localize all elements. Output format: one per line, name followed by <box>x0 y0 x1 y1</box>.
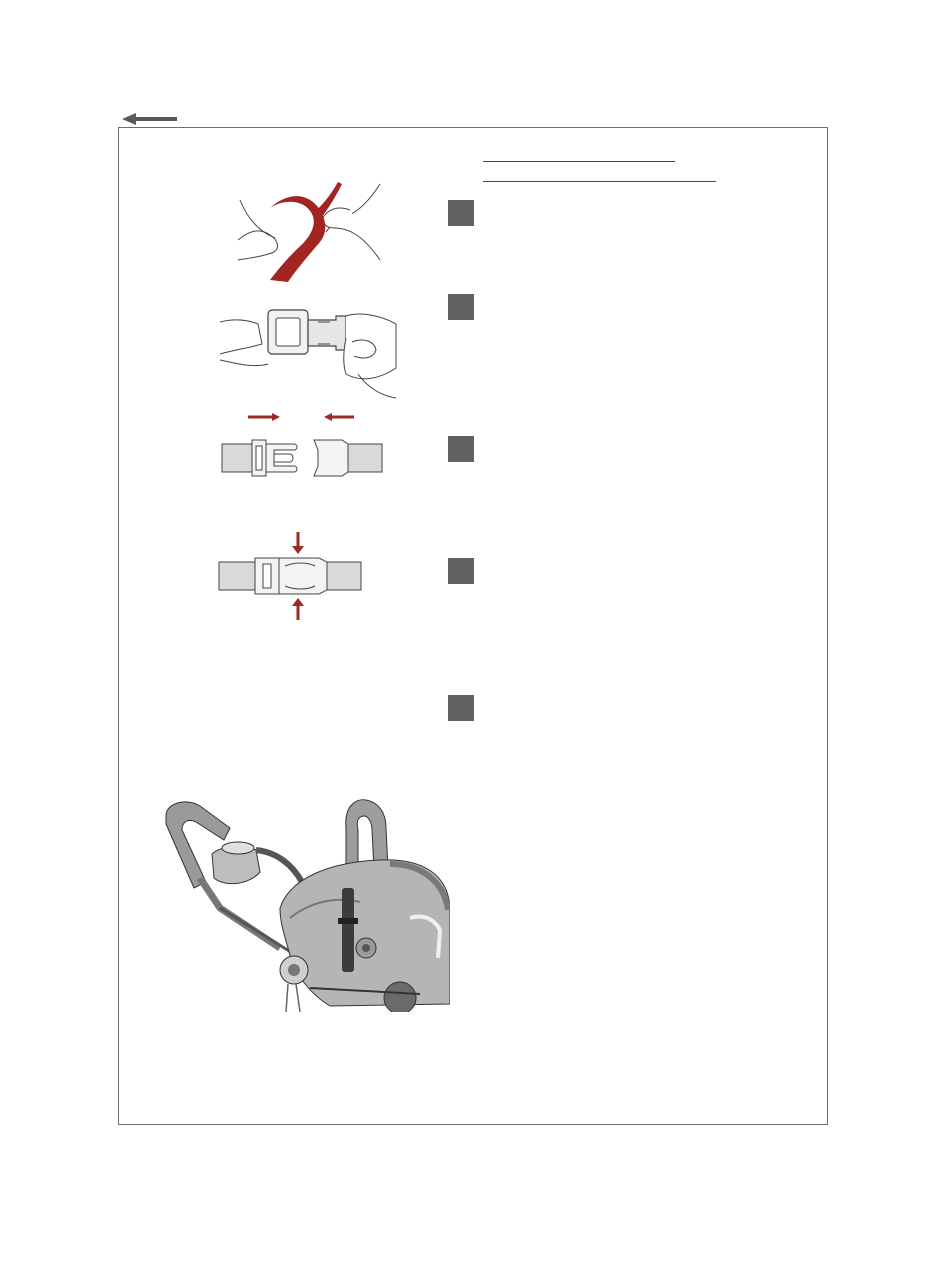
strap-release-illustration <box>230 180 390 283</box>
buckle-insert-illustration <box>218 404 386 484</box>
step-marker-1 <box>448 200 474 226</box>
step-marker-2 <box>448 294 474 320</box>
back-arrow-icon[interactable] <box>120 112 180 126</box>
car-seat-stroller-illustration <box>160 798 450 1012</box>
header-rule-top <box>483 161 675 162</box>
step-marker-4 <box>448 558 474 584</box>
buckle-hands-illustration <box>218 298 398 402</box>
step-marker-5 <box>448 695 474 721</box>
step-marker-3 <box>448 436 474 462</box>
buckle-squeeze-illustration <box>215 528 365 622</box>
header-rule-bottom <box>483 181 716 182</box>
